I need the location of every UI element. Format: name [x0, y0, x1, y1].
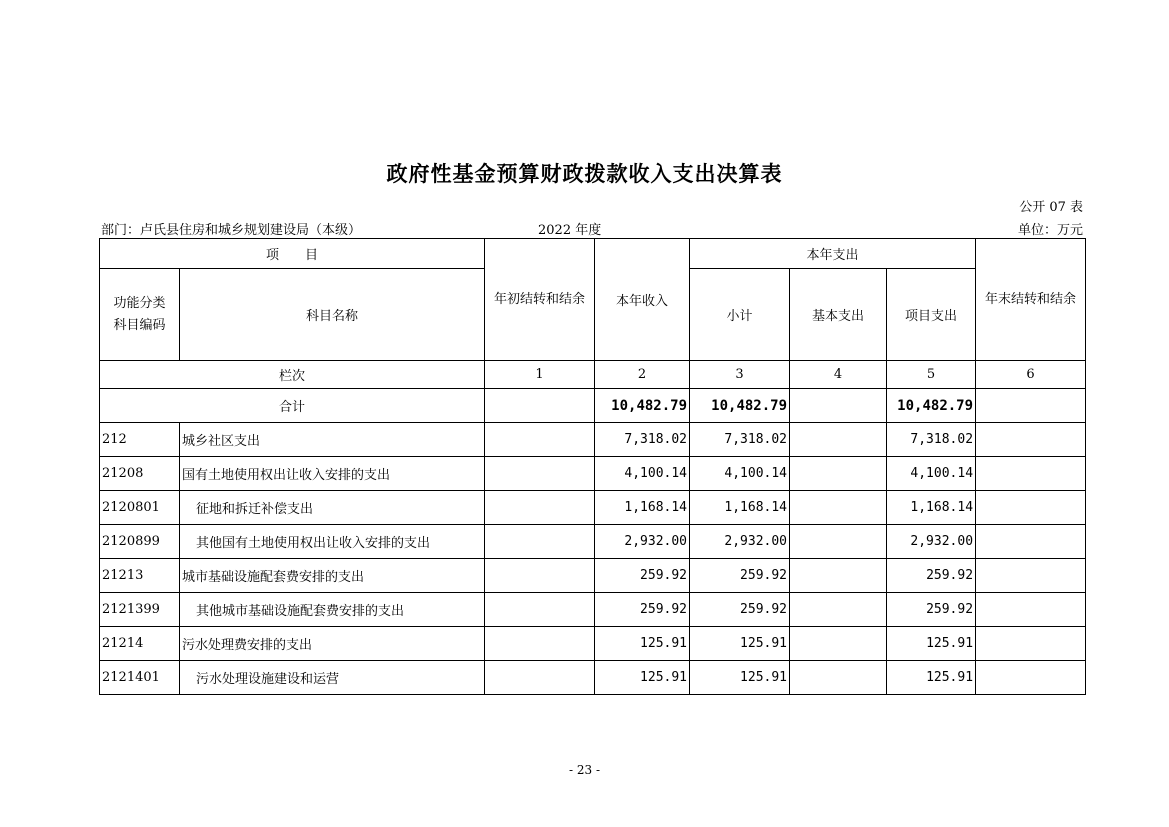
row-income: 1,168.14: [595, 491, 690, 525]
table-row: [100, 593, 1086, 627]
row-end: [976, 525, 1086, 559]
row-code: 2121401: [100, 661, 180, 695]
row-code: 2120801: [100, 491, 180, 525]
row-basic: [790, 559, 887, 593]
total-begin: [485, 389, 595, 423]
column-number: 4: [790, 361, 887, 389]
row-code: 2121399: [100, 593, 180, 627]
column-number-row: [100, 361, 1086, 389]
total-basic: [790, 389, 887, 423]
row-end: [976, 593, 1086, 627]
unit-label: 单位：万元: [1017, 223, 1083, 238]
table-row: [100, 627, 1086, 661]
row-project: 259.92: [887, 593, 976, 627]
row-subtotal: 125.91: [690, 627, 790, 661]
table-row: [100, 491, 1086, 525]
column-number: 5: [887, 361, 976, 389]
row-basic: [790, 457, 887, 491]
row-subject-name: 城乡社区支出: [180, 423, 485, 457]
page-number: - 23 -: [568, 763, 600, 777]
row-begin: [485, 423, 595, 457]
row-end: [976, 661, 1086, 695]
row-project: 1,168.14: [887, 491, 976, 525]
row-income: 7,318.02: [595, 423, 690, 457]
row-income: 259.92: [595, 593, 690, 627]
total-row: [100, 389, 1086, 423]
row-basic: [790, 525, 887, 559]
row-begin: [485, 559, 595, 593]
row-income: 4,100.14: [595, 457, 690, 491]
row-code: 21208: [100, 457, 180, 491]
row-subtotal: 125.91: [690, 661, 790, 695]
row-subtotal: 1,168.14: [690, 491, 790, 525]
table-row: [100, 423, 1086, 457]
row-subject-name: 污水处理费安排的支出: [180, 627, 485, 661]
row-project: 7,318.02: [887, 423, 976, 457]
column-number: 6: [976, 361, 1086, 389]
row-project: 259.92: [887, 559, 976, 593]
header-begin-balance: 年初结转和结余: [485, 239, 595, 361]
row-code: 2120899: [100, 525, 180, 559]
department-label: 部门：卢氏县住房和城乡规划建设局（本级）: [101, 223, 362, 238]
row-project: 4,100.14: [887, 457, 976, 491]
table-row: [100, 457, 1086, 491]
header-subject-name: 科目名称: [180, 269, 485, 361]
page-title: 政府性基金预算财政拨款收入支出决算表: [386, 161, 783, 186]
table-row: [100, 559, 1086, 593]
row-income: 259.92: [595, 559, 690, 593]
row-project: 125.91: [887, 661, 976, 695]
row-income: 125.91: [595, 627, 690, 661]
row-project: 2,932.00: [887, 525, 976, 559]
header-basic: 基本支出: [790, 269, 887, 361]
row-end: [976, 457, 1086, 491]
budget-table: [99, 238, 1086, 695]
column-number: 1: [485, 361, 595, 389]
row-begin: [485, 593, 595, 627]
row-basic: [790, 423, 887, 457]
row-begin: [485, 661, 595, 695]
row-code: 21214: [100, 627, 180, 661]
row-basic: [790, 491, 887, 525]
header-expense-group: 本年支出: [690, 239, 976, 269]
row-basic: [790, 593, 887, 627]
row-income: 125.91: [595, 661, 690, 695]
column-label: 栏次: [100, 361, 485, 389]
total-subtotal: 10,482.79: [690, 389, 790, 423]
row-begin: [485, 627, 595, 661]
row-end: [976, 491, 1086, 525]
header-row: [100, 239, 1086, 269]
row-end: [976, 559, 1086, 593]
total-income: 10,482.79: [595, 389, 690, 423]
total-label: 合计: [100, 389, 485, 423]
column-number: 2: [595, 361, 690, 389]
row-subject-name: 征地和拆迁补偿支出: [180, 491, 485, 525]
column-number: 3: [690, 361, 790, 389]
header-item: 项 目: [100, 239, 485, 269]
total-project: 10,482.79: [887, 389, 976, 423]
header-func-code: 功能分类 科目编码: [100, 269, 180, 361]
fiscal-year: 2022 年度: [538, 223, 602, 238]
row-project: 125.91: [887, 627, 976, 661]
header-income: 本年收入: [595, 239, 690, 361]
row-subject-name: 其他国有土地使用权出让收入安排的支出: [180, 525, 485, 559]
row-subtotal: 4,100.14: [690, 457, 790, 491]
row-subtotal: 2,932.00: [690, 525, 790, 559]
row-code: 21213: [100, 559, 180, 593]
total-end: [976, 389, 1086, 423]
row-subject-name: 污水处理设施建设和运营: [180, 661, 485, 695]
row-begin: [485, 491, 595, 525]
row-subtotal: 7,318.02: [690, 423, 790, 457]
row-subtotal: 259.92: [690, 559, 790, 593]
row-basic: [790, 661, 887, 695]
table-number: 公开 07 表: [1019, 200, 1083, 215]
table-row: [100, 661, 1086, 695]
row-begin: [485, 525, 595, 559]
row-income: 2,932.00: [595, 525, 690, 559]
row-subject-name: 城市基础设施配套费安排的支出: [180, 559, 485, 593]
header-subtotal: 小计: [690, 269, 790, 361]
row-basic: [790, 627, 887, 661]
row-subtotal: 259.92: [690, 593, 790, 627]
row-end: [976, 423, 1086, 457]
header-end-balance: 年末结转和结余: [976, 239, 1086, 361]
row-subject-name: 其他城市基础设施配套费安排的支出: [180, 593, 485, 627]
header-project: 项目支出: [887, 269, 976, 361]
row-begin: [485, 457, 595, 491]
row-subject-name: 国有土地使用权出让收入安排的支出: [180, 457, 485, 491]
row-code: 212: [100, 423, 180, 457]
table-row: [100, 525, 1086, 559]
row-end: [976, 627, 1086, 661]
